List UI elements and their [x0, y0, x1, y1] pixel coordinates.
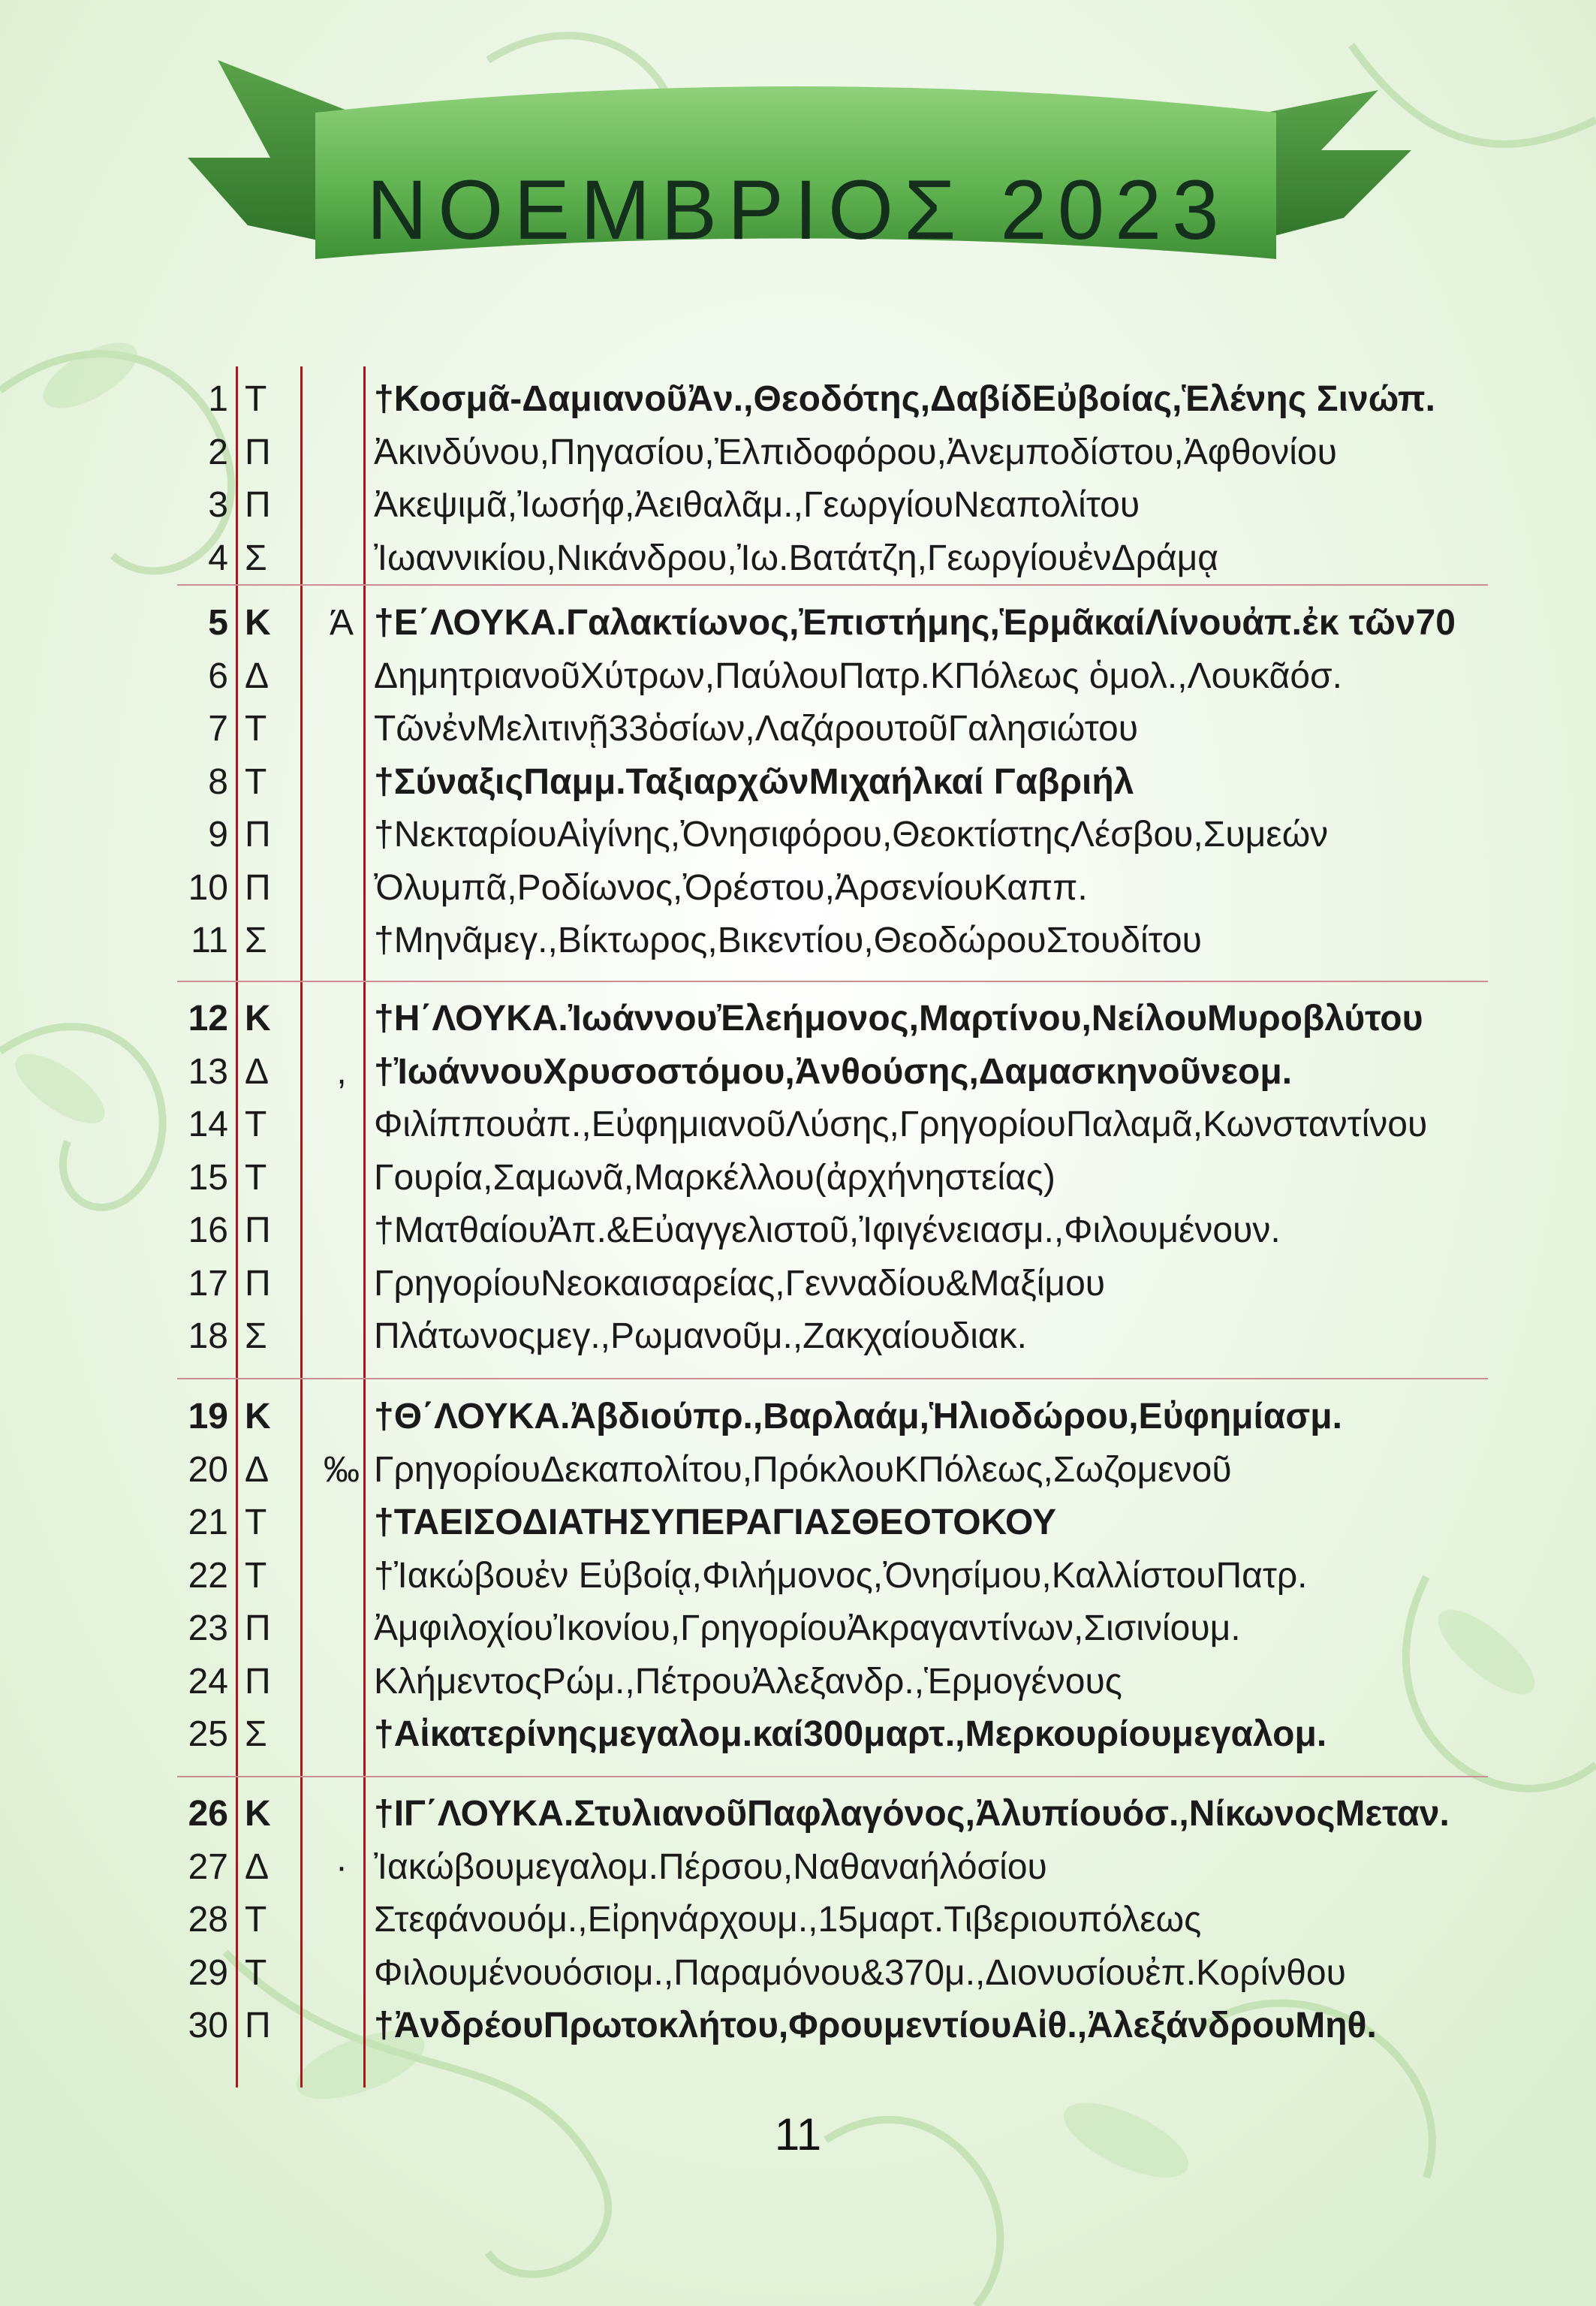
weekday-letter: Σ: [245, 1714, 267, 1754]
day-number: 9: [208, 815, 228, 855]
saints-text: †ἸωάννουΧρυσοστόμου,Ἀνθούσης,Δαμασκηνοῦνεομ.: [374, 1051, 1293, 1092]
saints-text: Ἀκεψιμᾶ,Ἰωσήφ,Ἀειθαλᾶμ.,ΓεωργίουΝεαπολίτου: [374, 485, 1140, 525]
weekday-letter: Τ: [245, 1157, 267, 1198]
page-title: ΝΟΕΜΒΡΙΟΣ 2023: [366, 163, 1230, 257]
weekday-letter: Κ: [245, 603, 271, 643]
week-separator: [177, 584, 1488, 586]
weekday-letter: Τ: [245, 1900, 267, 1940]
weekday-letter: Τ: [245, 1555, 267, 1596]
day-number: 18: [188, 1316, 228, 1356]
day-number: 29: [188, 1952, 228, 1993]
saints-text: ΤῶνἐνΜελιτινῇ33ὁσίων,ΛαζάρουτοῦΓαλησιώτου: [374, 709, 1138, 749]
weekday-letter: Π: [245, 867, 271, 908]
week-separator: [177, 981, 1488, 982]
day-number: 20: [188, 1449, 228, 1490]
saints-text: †Κοσμᾶ-ΔαμιανοῦἈν.,Θεοδότης,ΔαβίδΕὐβοίας,Ἑλένης Σινώπ.: [374, 379, 1436, 419]
weekday-letter: Σ: [245, 1316, 267, 1356]
day-number: 6: [208, 656, 228, 696]
day-number: 3: [208, 485, 228, 525]
saints-text: †Θ΄ΛΟΥΚΑ.Ἀβδιούπρ.,Βαρλαάμ,Ἡλιοδώρου,Εὐφημίασμ.: [374, 1397, 1342, 1436]
day-number: 10: [188, 867, 228, 908]
day-number: 4: [208, 538, 228, 578]
saints-text: ἈμφιλοχίουἸκονίου,ΓρηγορίουἈκραγαντίνων,Σισινίουμ.: [374, 1608, 1241, 1648]
saints-text: Φιλίππουἀπ.,ΕὐφημιανοῦΛύσης,ΓρηγορίουΠαλαμᾶ,Κωνσταντίνου: [374, 1105, 1428, 1144]
saints-text: Ἰωαννικίου,Νικάνδρου,Ἰω.Βατάτζη,ΓεωργίουἐνΔράμᾳ: [374, 538, 1219, 578]
weekday-letter: Π: [245, 432, 271, 472]
day-number: 21: [188, 1503, 228, 1542]
saints-text: †ΝεκταρίουΑἰγίνης,Ὀνησιφόρου,ΘεοκτίστηςΛέσβου,Συμεών: [374, 815, 1329, 855]
saints-text: †Ἰακώβουἐν Εὐβοίᾳ,Φιλήμονος,Ὀνησίμου,ΚαλλίστουΠατρ.: [374, 1555, 1308, 1596]
saints-text: †ΤΑΕΙΣΟΔΙΑΤΗΣΥΠΕΡΑΓΙΑΣΘΕΟΤΟΚΟΥ: [374, 1503, 1057, 1542]
saints-text: †Μηνᾶμεγ.,Βίκτωρος,Βικεντίου,ΘεοδώρουΣτουδίτου: [374, 921, 1202, 960]
day-number: 13: [188, 1051, 228, 1092]
saints-text: ΓρηγορίουΝεοκαισαρείας,Γενναδίου&Μαξίμου: [374, 1263, 1106, 1304]
week-separator: [177, 1378, 1488, 1379]
rule-middle: [300, 366, 303, 2087]
weekday-letter: Π: [245, 485, 271, 525]
tone-mark: ·: [336, 1846, 348, 1887]
day-number: 25: [188, 1714, 228, 1754]
day-number: 26: [188, 1794, 228, 1834]
tone-mark: ,: [336, 1051, 347, 1092]
weekday-letter: Π: [245, 1263, 271, 1304]
saints-text: †ΜατθαίουἈπ.&Εὐαγγελιστοῦ,Ἰφιγένειασμ.,Φιλουμένουν.: [374, 1210, 1281, 1250]
weekday-letter: Τ: [245, 709, 267, 749]
saints-text: †Ε΄ΛΟΥΚΑ.Γαλακτίωνος,Ἐπιστήμης,ἙρμᾶκαίΛίνουἀπ.ἐκ τῶν70: [374, 603, 1456, 643]
day-number: 22: [188, 1555, 228, 1596]
rule-left: [236, 366, 238, 2087]
saints-text: Πλάτωνοςμεγ.,Ρωμανοῦμ.,Ζακχαίουδιακ.: [374, 1316, 1027, 1356]
weekday-letter: Τ: [245, 1105, 267, 1144]
saints-text: †Η΄ΛΟΥΚΑ.ἸωάννουἘλεήμονος,Μαρτίνου,ΝείλουΜυροβλύτου: [374, 999, 1423, 1038]
saints-text: Στεφάνουόμ.,Εἰρηνάρχουμ.,15μαρτ.Τιβεριουπόλεως: [374, 1900, 1202, 1940]
weekday-letter: Κ: [245, 1397, 271, 1436]
day-number: 7: [208, 709, 228, 749]
saints-text: †ΙΓ΄ΛΟΥΚΑ.ΣτυλιανοῦΠαφλαγόνος,Ἀλυπίουόσ.,ΝίκωνοςΜεταν.: [374, 1794, 1450, 1834]
day-number: 24: [188, 1661, 228, 1702]
weekday-letter: Π: [245, 815, 271, 855]
tone-mark: Ά: [329, 603, 354, 643]
weekday-letter: Τ: [245, 1503, 267, 1542]
title-ribbon: [0, 0, 1596, 315]
saints-text: Φιλουμένουόσιομ.,Παραμόνου&370μ.,Διονυσίουἐπ.Κορίνθου: [374, 1952, 1346, 1993]
weekday-letter: Κ: [245, 1794, 271, 1834]
weekday-letter: Π: [245, 1210, 271, 1250]
day-number: 17: [188, 1263, 228, 1304]
weekday-letter: Π: [245, 1661, 271, 1702]
saints-text: ΚλήμεντοςΡώμ.,ΠέτρουἈλεξανδρ.,Ἑρμογένους: [374, 1661, 1122, 1702]
day-number: 23: [188, 1608, 228, 1648]
tone-mark: ‰: [324, 1449, 360, 1490]
page-number: 11: [774, 2109, 822, 2160]
day-number: 28: [188, 1900, 228, 1940]
weekday-letter: Π: [245, 2006, 271, 2045]
day-number: 1: [208, 379, 228, 419]
saints-text: Ὀλυμπᾶ,Ροδίωνος,Ὀρέστου,ἈρσενίουΚαππ.: [374, 867, 1088, 908]
weekday-letter: Π: [245, 1608, 271, 1648]
saints-text: †Αἰκατερίνηςμεγαλομ.καί300μαρτ.,Μερκουρίουμεγαλομ.: [374, 1714, 1327, 1754]
weekday-letter: Σ: [245, 538, 267, 578]
saints-text: Ἰακώβουμεγαλομ.Πέρσου,Ναθαναήλόσίου: [374, 1846, 1047, 1887]
weekday-letter: Τ: [245, 1952, 267, 1993]
saints-text: ΓρηγορίουΔεκαπολίτου,ΠρόκλουΚΠόλεως,Σωζομενοῦ: [374, 1449, 1232, 1490]
day-number: 27: [188, 1846, 228, 1887]
day-number: 14: [188, 1105, 228, 1144]
day-number: 8: [208, 761, 228, 802]
weekday-letter: Τ: [245, 761, 267, 802]
day-number: 15: [188, 1157, 228, 1198]
weekday-letter: Δ: [245, 1846, 270, 1887]
day-number: 19: [188, 1397, 228, 1436]
day-number: 12: [188, 999, 228, 1038]
saints-text: Ἀκινδύνου,Πηγασίου,Ἐλπιδοφόρου,Ἀνεμποδίστου,Ἀφθονίου: [374, 432, 1337, 472]
saints-text: ΔημητριανοῦΧύτρων,ΠαύλουΠατρ.ΚΠόλεως ὁμολ.,Λουκᾶόσ.: [374, 656, 1342, 696]
week-separator: [177, 1776, 1488, 1777]
saints-text: †ἈνδρέουΠρωτοκλήτου,ΦρουμεντίουΑἰθ.,ἈλεξάνδρουΜηθ.: [374, 2006, 1377, 2045]
weekday-letter: Σ: [245, 921, 267, 960]
day-number: 5: [208, 603, 228, 643]
weekday-letter: Τ: [245, 379, 267, 419]
weekday-letter: Δ: [245, 1449, 270, 1490]
saints-text: Γουρία,Σαμωνᾶ,Μαρκέλλου(ἀρχήνηστείας): [374, 1157, 1055, 1198]
weekday-letter: Δ: [245, 1051, 270, 1092]
day-number: 16: [188, 1210, 228, 1250]
day-number: 11: [191, 921, 228, 960]
day-number: 2: [208, 432, 228, 472]
saints-text: †ΣύναξιςΠαμμ.ΤαξιαρχῶνΜιχαήλκαί Γαβριήλ: [374, 761, 1134, 802]
day-number: 30: [188, 2006, 228, 2045]
weekday-letter: Κ: [245, 999, 271, 1038]
weekday-letter: Δ: [245, 656, 270, 696]
